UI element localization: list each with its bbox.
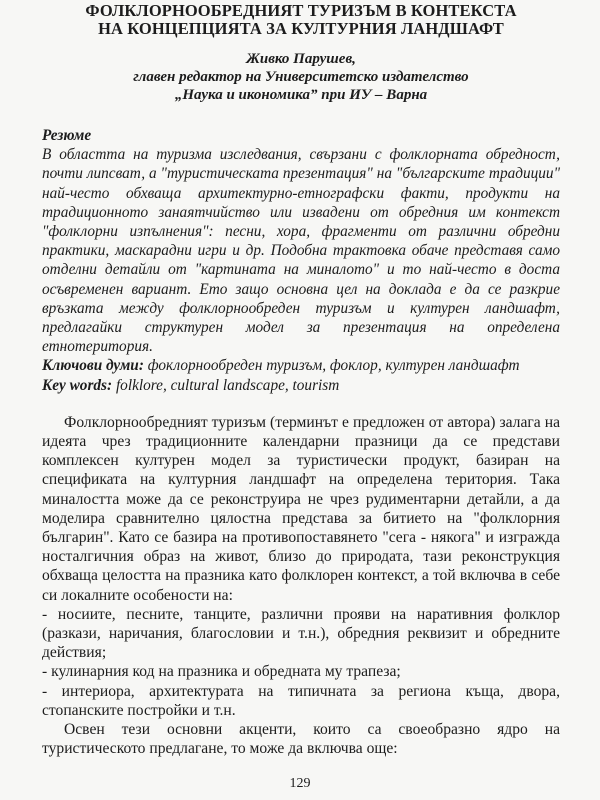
list-item: - носиите, песните, танците, различни прояви на наративния фолклор (разкази, наричания, благословии и т.н.), обредния реквизит и обредните действия;: [42, 605, 560, 662]
body-paragraph-1: Фолклорнообредният туризъм (терминът е предложен от автора) залага на идеята чрез традиционните календарни празници да се представи комплексен културен модел за туристически продукт, базиран на спецификата на културния ландшафт на определена територия. Така миналостта може да се реконструира не чрез рудиментарни детайли, а да моделира сравнително цялостна представа за битието на "фолклорния българин". Като се базира на противопоставянето "сега - някога" и изгражда носталгичния образ на живот, близо до природата, тази реконструкция обхваща целостта на празника като фолклорен контекст, а той включва в себе си локалните особености на:: [42, 413, 560, 604]
keywords-bg-label: Ключови думи:: [42, 357, 144, 375]
author-name: Живко Парушев,: [246, 51, 356, 67]
keywords-bg: [42, 356, 560, 375]
page-number: 129: [289, 776, 311, 791]
abstract-text: В областта на туризма изследвания, свързани с фолклорната обредност, почти липсват, а "туристическата презентация" на "българските традиции" най-често обхваща архитектурно-етнографски факти, продукти на традиционното занаятчийство или извадени от обредния им контекст "фолклорни изпълнения": песни, хора, фрагменти от различни обредни практики, маскарадни игри и др. Подобна трактовка обаче представя само отделни детайли от "картината на миналото" и то най-често в доста осъвременен вариант. Ето защо основна цел на доклада е да се разкрие връзката между фолклорнообреден туризъм и културен ландшафт, предлагайки структурен модел за презентация на определена етнотеритория.: [42, 146, 560, 356]
list-item: - кулинарния код на празника и обредната му трапеза;: [42, 663, 401, 681]
title-line-1: ФОЛКЛОРНООБРЕДНИЯТ ТУРИЗЪМ В КОНТЕКСТА: [85, 1, 517, 20]
keywords-bg-text: фоклорнообреден туризъм, фоклор, културен ландшафт: [147, 357, 520, 375]
keywords-en-label: Key words:: [42, 376, 113, 394]
keywords-en-text: folklore, cultural landscape, tourism: [115, 376, 340, 394]
abstract-heading: Резюме: [42, 127, 92, 144]
list-item: - интериора, архитектурата на типичната за региона къща, двора, стопанските постройки и т.н.: [42, 682, 560, 719]
keywords-en: [42, 376, 560, 395]
abstract: [42, 126, 560, 356]
page-title: [42, 0, 560, 38]
body-text: [42, 413, 560, 759]
body-paragraph-2: Освен тези основни акценти, които са своеобразно ядро на туристическото предлагане, то може да включва още:: [42, 721, 560, 758]
author-position: главен редактор на Университетско издателство: [133, 69, 469, 85]
author-affiliation: „Наука и икономика” при ИУ – Варна: [174, 87, 428, 103]
author-block: [42, 50, 560, 104]
title-line-2: НА КОНЦЕПЦИЯТА ЗА КУЛТУРНИЯ ЛАНДШАФТ: [98, 19, 504, 38]
